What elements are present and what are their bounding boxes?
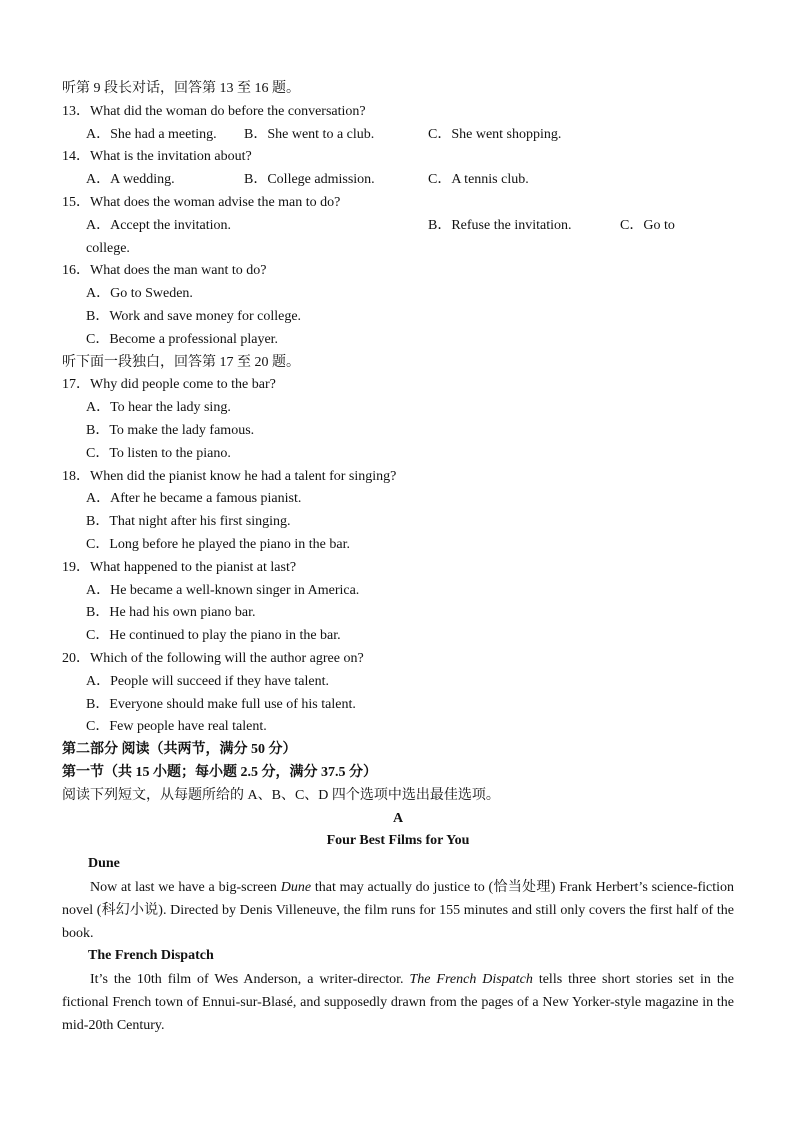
question-19: 19．What happened to the pianist at last? [62,559,297,575]
reading-instruction: 阅读下列短文，从每题所给的 A、B、C、D 四个选项中选出最佳选项。 [62,787,500,803]
monologue-intro: 听下面一段独白，回答第 17 至 20 题。 [62,354,300,370]
q16-option-c: C．Become a professional player. [86,331,279,347]
dialog9-intro: 听第 9 段长对话，回答第 13 至 16 题。 [62,81,300,96]
dune-text-rest: that may actually do justice to (恰当处理) Frank Herbert’s science-fiction novel (科幻小说). Directed by Denis Villeneuve, the film runs for 155 minutes and still only covers the first half of the book. [62,879,734,941]
french-dispatch-title-italic: The French Dispatch [409,971,533,987]
q15-option-c: C．Go to [620,217,675,233]
question-15-options [62,215,734,238]
passage-letter: A [392,810,404,826]
q14-option-c: C．A tennis club. [428,172,529,188]
french-dispatch-text-rest: tells three short stories set in the fictional French town of Ennui-sur-Blasé, and supposedly drawn from the pages of a New Yorker-style magazine in the mid-20th Century. [62,971,734,1033]
question-20: 20．Which of the following will the author agree on? [62,650,364,666]
q19-option-c: C．He continued to play the piano in the bar. [86,628,341,644]
q18-option-a: A．After he became a famous pianist. [86,491,302,507]
dune-paragraph [62,876,734,945]
exam-page [62,78,734,1037]
question-15: 15．What does the woman advise the man to do? [62,194,341,210]
q15-option-c-continued: college. [86,240,130,256]
q19-option-b: B．He had his own piano bar. [86,605,256,621]
dune-heading: Dune [88,856,120,872]
question-18: 18．When did the pianist know he had a talent for singing? [62,468,397,484]
q18-option-b: B．That night after his first singing. [86,514,291,530]
q20-option-a: A．People will succeed if they have talent. [86,673,329,689]
part-two-title: 第二部分 阅读（共两节，满分 50 分） [62,742,297,758]
french-dispatch-heading: The French Dispatch [88,947,214,963]
q16-option-a: A．Go to Sweden. [86,286,193,302]
q13-option-b: B．She went to a club. [244,126,375,142]
q13-option-c: C．She went shopping. [428,126,562,142]
question-13: 13．What did the woman do before the conversation? [62,103,366,119]
q15-option-b: B．Refuse the invitation. [428,217,572,233]
q19-option-a: A．He became a well-known singer in America. [86,582,360,598]
q13-option-a: A．She had a meeting. [86,126,217,142]
dune-text-start: Now at last we have a big-screen [90,879,281,895]
dune-title-italic: Dune [280,879,312,895]
question-14: 14．What is the invitation about? [62,149,252,165]
section-one-title: 第一节（共 15 小题；每小题 2.5 分，满分 37.5 分） [62,764,377,780]
q20-option-b: B．Everyone should make full use of his talent. [86,696,356,712]
question-16: 16．What does the man want to do? [62,263,267,279]
q14-option-b: B．College admission. [244,172,375,188]
question-14-options [62,169,734,192]
question-13-options [62,124,734,147]
q17-option-a: A．To hear the lady sing. [86,400,231,416]
question-17: 17．Why did people come to the bar? [62,377,276,393]
q15-option-a: A．Accept the invitation. [86,217,232,233]
french-dispatch-paragraph [62,968,734,1037]
passage-title: Four Best Films for You [326,833,470,849]
q18-option-c: C．Long before he played the piano in the bar. [86,536,350,552]
french-dispatch-text-start: It’s the 10th film of Wes Anderson, a writer-director. [90,971,410,987]
q17-option-c: C．To listen to the piano. [86,445,231,461]
q14-option-a: A．A wedding. [86,172,175,188]
q20-option-c: C．Few people have real talent. [86,719,267,735]
q17-option-b: B．To make the lady famous. [86,422,255,438]
q16-option-b: B．Work and save money for college. [86,308,302,324]
